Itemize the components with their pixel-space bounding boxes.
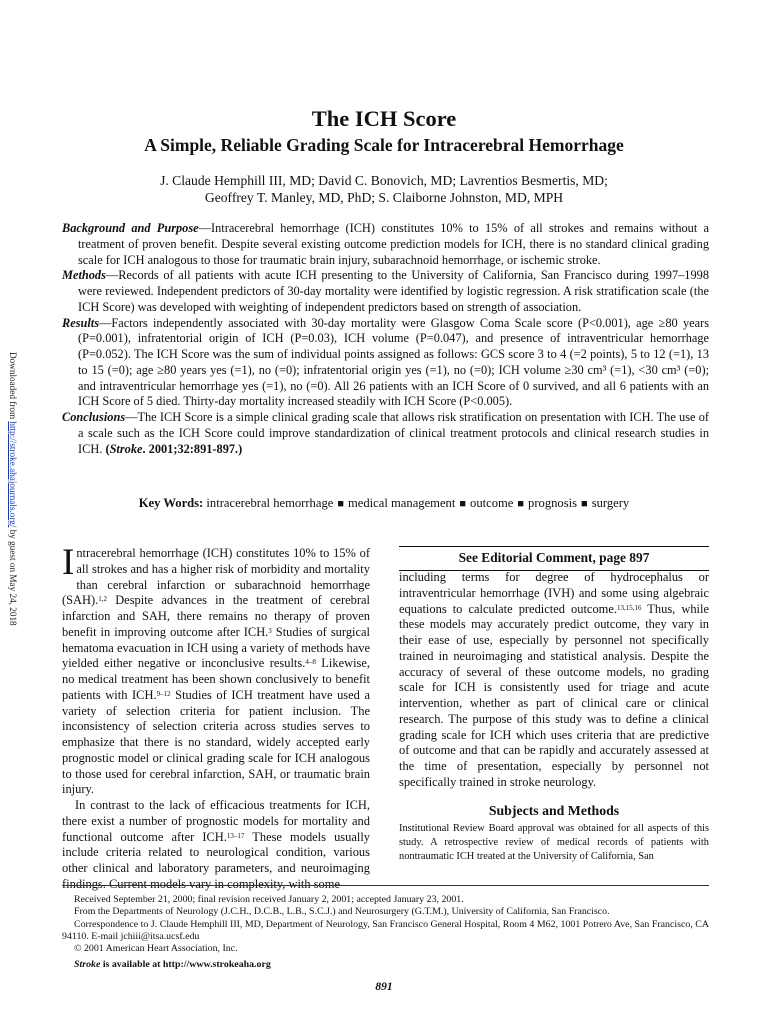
- intro-paragraph-2: [62, 798, 370, 893]
- section-heading-methods: Subjects and Methods: [488, 803, 620, 818]
- reference-marker: 1,2: [98, 595, 108, 604]
- methods-paragraph: Institutional Review Board approval was obtained for all aspects of this study. A retrospective review of medical records of patients with nontraumatic ICH treated at the University of California, San: [399, 823, 709, 863]
- page-number: 891: [375, 981, 393, 993]
- footnote-journal: [62, 959, 709, 971]
- footnote-copyright: © 2001 American Heart Association, Inc.: [74, 943, 238, 955]
- paper-subtitle: A Simple, Reliable Grading Scale for Intracerebral Hemorrhage: [144, 135, 624, 155]
- methods-text: [399, 822, 709, 865]
- editorial-comment-box: See Editorial Comment, page 897: [399, 546, 709, 571]
- journal-link[interactable]: http://stroke.ahajournals.org/: [8, 421, 18, 528]
- paper-title: The ICH Score: [311, 106, 457, 131]
- keyword-separator: ■: [581, 498, 588, 510]
- body-text: Despite advances in the treatment of cerebral infarction and SAH, there remains no therapy of proven benefit in improving outcome after ICH.: [62, 593, 370, 639]
- reference-marker: 9–12: [156, 689, 171, 698]
- abstract: [62, 221, 709, 457]
- reference-marker: 13,15,16: [616, 603, 642, 612]
- journal-url-text: is available at http://www.strokeaha.org: [100, 959, 271, 971]
- intro-paragraph-3: [399, 570, 709, 791]
- body-text: including terms for degree of hydrocephalus or intraventricular hemorrhage (IVH) and some using algebraic equations to calculate predicted outcome.: [399, 570, 709, 616]
- intro-paragraph-1: [62, 542, 371, 798]
- abstract-text: —The ICH Score is a simple clinical grading scale that allows risk stratification on presentation with ICH. The use of a scale such as the ICH Score could improve standardization of clinical treatment protocols and clinical research studies in ICH.: [78, 410, 709, 456]
- citation-journal: Stroke: [109, 441, 143, 456]
- keyword: intracerebral hemorrhage: [206, 496, 334, 510]
- keyword: outcome: [470, 496, 514, 510]
- keyword-separator: ■: [337, 498, 344, 510]
- keyword: medical management: [348, 496, 456, 510]
- footnote-received: Received September 21, 2000; final revision received January 2, 2001; accepted January 23, 2001.: [74, 894, 464, 905]
- abstract-heading: Methods: [62, 268, 106, 283]
- footnotes: [62, 894, 709, 972]
- abstract-text: —Intracerebral hemorrhage (ICH) constitutes 10% to 15% of all strokes and remains without a treatment of proven benefit. Despite several existing outcome prediction models for ICH, there is no standard clinical grading scale for ICH analogous to those for traumatic brain injury, subarachnoid hemorrhage, or ischemic stroke.: [78, 221, 710, 267]
- abstract-heading: Background and Purpose: [62, 221, 199, 235]
- citation-rest: . 2001;32:891-897.): [142, 441, 243, 456]
- citation-open: (: [102, 441, 110, 456]
- body-text: ntracerebral hemorrhage (ICH) constitutes 10% to 15% of all strokes and has a higher risk of morbidity and mortality than cerebral infarction or subarachnoid hemorrhage (SAH).: [62, 546, 370, 608]
- keywords-label: Key Words:: [138, 496, 204, 510]
- body-text: Studies of ICH treatment have used a variety of selection criteria for patient inclusion. The inconsistency of selection criteria across studies serves to emphasize that there is no standard, widely accepted early prognostic model or clinical grading scale for ICH analogous to those used for cerebral infarction, SAH, or traumatic brain injury.: [62, 687, 371, 797]
- body-text: Thus, while these models may accurately predict outcome, they vary in their ease of use, especially by personnel not specifically trained in neuroimaging and statistical analysis. Despite the accuracy of several of these outcome models, no grading scale for ICH is consistently used for triage and acute intervention, whether as part of clinical care or clinical research. The purpose of this study was to define a clinical grading scale for ICH which uses criteria that are predictive of outcome and that can be rapidly and accurately assessed at the time of presentation, especially by personnel not specifically trained in stroke neurology.: [399, 601, 709, 789]
- download-notice: [8, 352, 18, 626]
- body-right-column: [399, 570, 709, 791]
- abstract-conclusions: [62, 410, 709, 457]
- reference-marker: 3: [268, 626, 272, 635]
- body-text: Studies of surgical hematoma evacuation in ICH using a variety of methods have yielded either negative or inconclusive results.: [62, 624, 370, 671]
- abstract-methods: [62, 268, 709, 315]
- keywords: [0, 496, 768, 511]
- reference-marker: 4–8: [305, 658, 316, 667]
- body-text: These models usually include criteria related to neurological condition, various other clinical and laboratory parameters, and neuroimaging findings. Current models vary in complexity, with some: [62, 829, 371, 891]
- abstract-heading: Results: [62, 315, 100, 330]
- footnote-correspondence: Correspondence to J. Claude Hemphill III, MD, Department of Neurology, San Francisco General Hospital, Room 4 M62, 1001 Potrero Ave, San Francisco, CA 94110. E-mail jchiii@itsa.ucsf.edu: [62, 918, 709, 942]
- body-left-column: [62, 542, 371, 893]
- author-list: [0, 172, 768, 206]
- body-text: In contrast to the lack of efficacious treatments for ICH, there exist a number of prognostic models for mortality and functional outcome after ICH.: [62, 798, 370, 844]
- keyword-separator: ■: [459, 498, 467, 510]
- keyword-separator: ■: [517, 498, 525, 510]
- keyword: prognosis: [528, 496, 578, 510]
- download-suffix: by guest on May 24, 2018: [8, 527, 18, 626]
- drop-cap: I: [62, 542, 75, 583]
- body-text: Likewise, no medical treatment has been shown conclusively to benefit patients with ICH.: [62, 656, 371, 702]
- abstract-heading: Conclusions: [62, 410, 126, 424]
- footnote-affiliations: From the Departments of Neurology (J.C.H., D.C.B., L.B., S.C.J.) and Neurosurgery (G.T.M.), University of California, San Francisco.: [74, 906, 610, 918]
- abstract-text: —Factors independently associated with 30-day mortality were Glasgow Coma Scale score (P<0.001), age ≥80 years (P=0.001), infratentorial origin of ICH (P=0.03), ICH volume (P=0.047), and presence of intraventricular hemorrhage (P=0.052). The ICH Score was the sum of individual points assigned as follows: GCS score 3 to 4 (=2 points), 5 to 12 (=1), 13 to 15 (=0); age ≥80 years yes (=1), no (=0); infratentorial origin yes (=1), no (=0); ICH volume ≥30 cm³ (=1), <30 cm³ (=0); and intraventricular hemorrhage yes (=1), no (=0). All 26 patients with an ICH Score of 0 survived, and all 6 patients with an ICH Score of 5 died. Thirty-day mortality increased steadily with ICH Score (P<0.005).: [78, 315, 709, 409]
- reference-marker: 13–17: [226, 831, 245, 840]
- author-line-2: Geoffrey T. Manley, MD, PhD; S. Claiborne Johnston, MD, MPH: [204, 190, 564, 205]
- download-prefix: Downloaded from: [8, 352, 18, 422]
- abstract-results: [62, 316, 709, 411]
- footnote-divider: [62, 885, 709, 886]
- abstract-background: [62, 221, 709, 268]
- keyword: surgery: [591, 496, 630, 510]
- author-line-1: J. Claude Hemphill III, MD; David C. Bonovich, MD; Lavrentios Besmertis, MD;: [160, 173, 608, 188]
- journal-name: Stroke: [74, 959, 101, 971]
- abstract-text: —Records of all patients with acute ICH presenting to the University of California, San Francisco during 1997–1998 were reviewed. Independent predictors of 30-day mortality were identified by logistic regression. A risk stratification scale (the ICH Score) was developed with weighting of independent predictors based on strength of association.: [78, 268, 709, 314]
